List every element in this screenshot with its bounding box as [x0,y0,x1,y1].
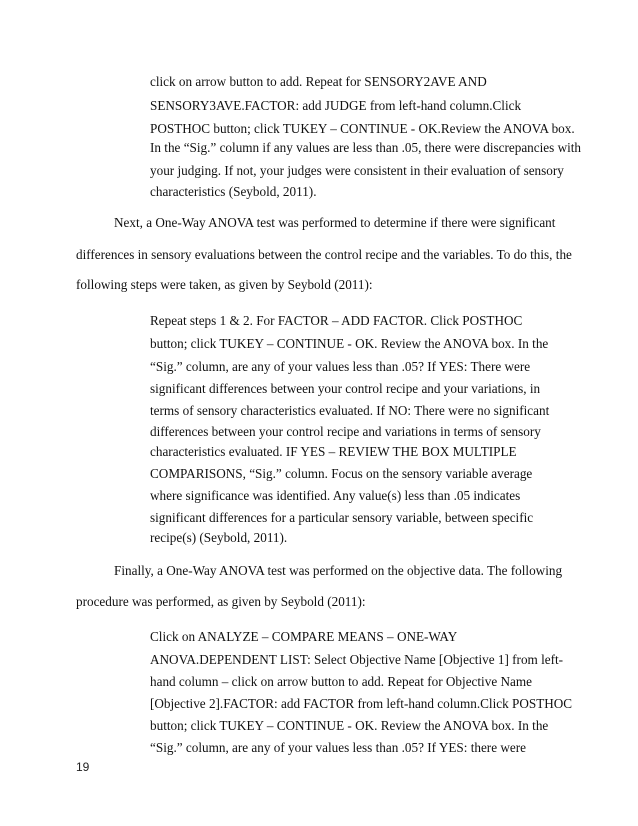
quote2-line-7: characteristics evaluated. IF YES – REVIEW THE BOX MULTIPLE [150,444,517,459]
quote3-line-6: “Sig.” column, are any of your values less than .05? If YES: there were [150,740,526,755]
quote1-line-6: characteristics (Seybold, 2011). [150,184,317,199]
quote2-line-3: “Sig.” column, are any of your values less than .05? If YES: There were [150,359,531,374]
quote2-line-2: button; click TUKEY – CONTINUE - OK. Review the ANOVA box. In the [150,336,549,351]
quote2-line-9: where significance was identified. Any value(s) less than .05 indicates [150,488,521,503]
para2-line-2: procedure was performed, as given by Seybold (2011): [76,594,366,609]
quote2-line-5: terms of sensory characteristics evaluated. If NO: There were no significant [150,403,550,418]
quote1-line-2: SENSORY3AVE.FACTOR: add JUDGE from left-hand column.Click [150,98,522,113]
quote2-line-6: differences between your control recipe and variations in terms of sensory [150,424,541,439]
quote3-line-5: button; click TUKEY – CONTINUE - OK. Review the ANOVA box. In the [150,718,549,733]
para1-line-3: following steps were taken, as given by Seybold (2011): [76,277,373,292]
para1-line-1: Next, a One-Way ANOVA test was performed to determine if there were significant [114,215,556,230]
quote3-line-1: Click on ANALYZE – COMPARE MEANS – ONE-WAY [150,629,458,644]
quote3-line-2: ANOVA.DEPENDENT LIST: Select Objective Name [Objective 1] from left- [150,652,564,667]
quote1-line-4: In the “Sig.” column if any values are less than .05, there were discrepancies with [150,140,582,155]
quote1-line-1: click on arrow button to add. Repeat for SENSORY2AVE AND [150,74,487,89]
quote2-line-8: COMPARISONS, “Sig.” column. Focus on the sensory variable average [150,466,533,481]
quote2-line-11: recipe(s) (Seybold, 2011). [150,530,288,545]
para1-line-2: differences in sensory evaluations between the control recipe and the variables. To do this, the [76,247,572,262]
quote3-line-4: [Objective 2].FACTOR: add FACTOR from left-hand column.Click POSTHOC [150,696,573,711]
page-number: 19 [76,760,90,774]
para2-line-1: Finally, a One-Way ANOVA test was performed on the objective data. The following [114,563,563,578]
quote1-line-5: your judging. If not, your judges were consistent in their evaluation of sensory [150,163,564,178]
quote2-line-4: significant differences between your control recipe and your variations, in [150,381,541,396]
quote1-line-3: POSTHOC button; click TUKEY – CONTINUE - OK.Review the ANOVA box. [150,121,575,136]
quote2-line-10: significant differences for a particular sensory variable, between specific [150,510,534,525]
quote2-line-1: Repeat steps 1 & 2. For FACTOR – ADD FACTOR. Click POSTHOC [150,313,523,328]
quote3-line-3: hand column – click on arrow button to add. Repeat for Objective Name [150,674,532,689]
